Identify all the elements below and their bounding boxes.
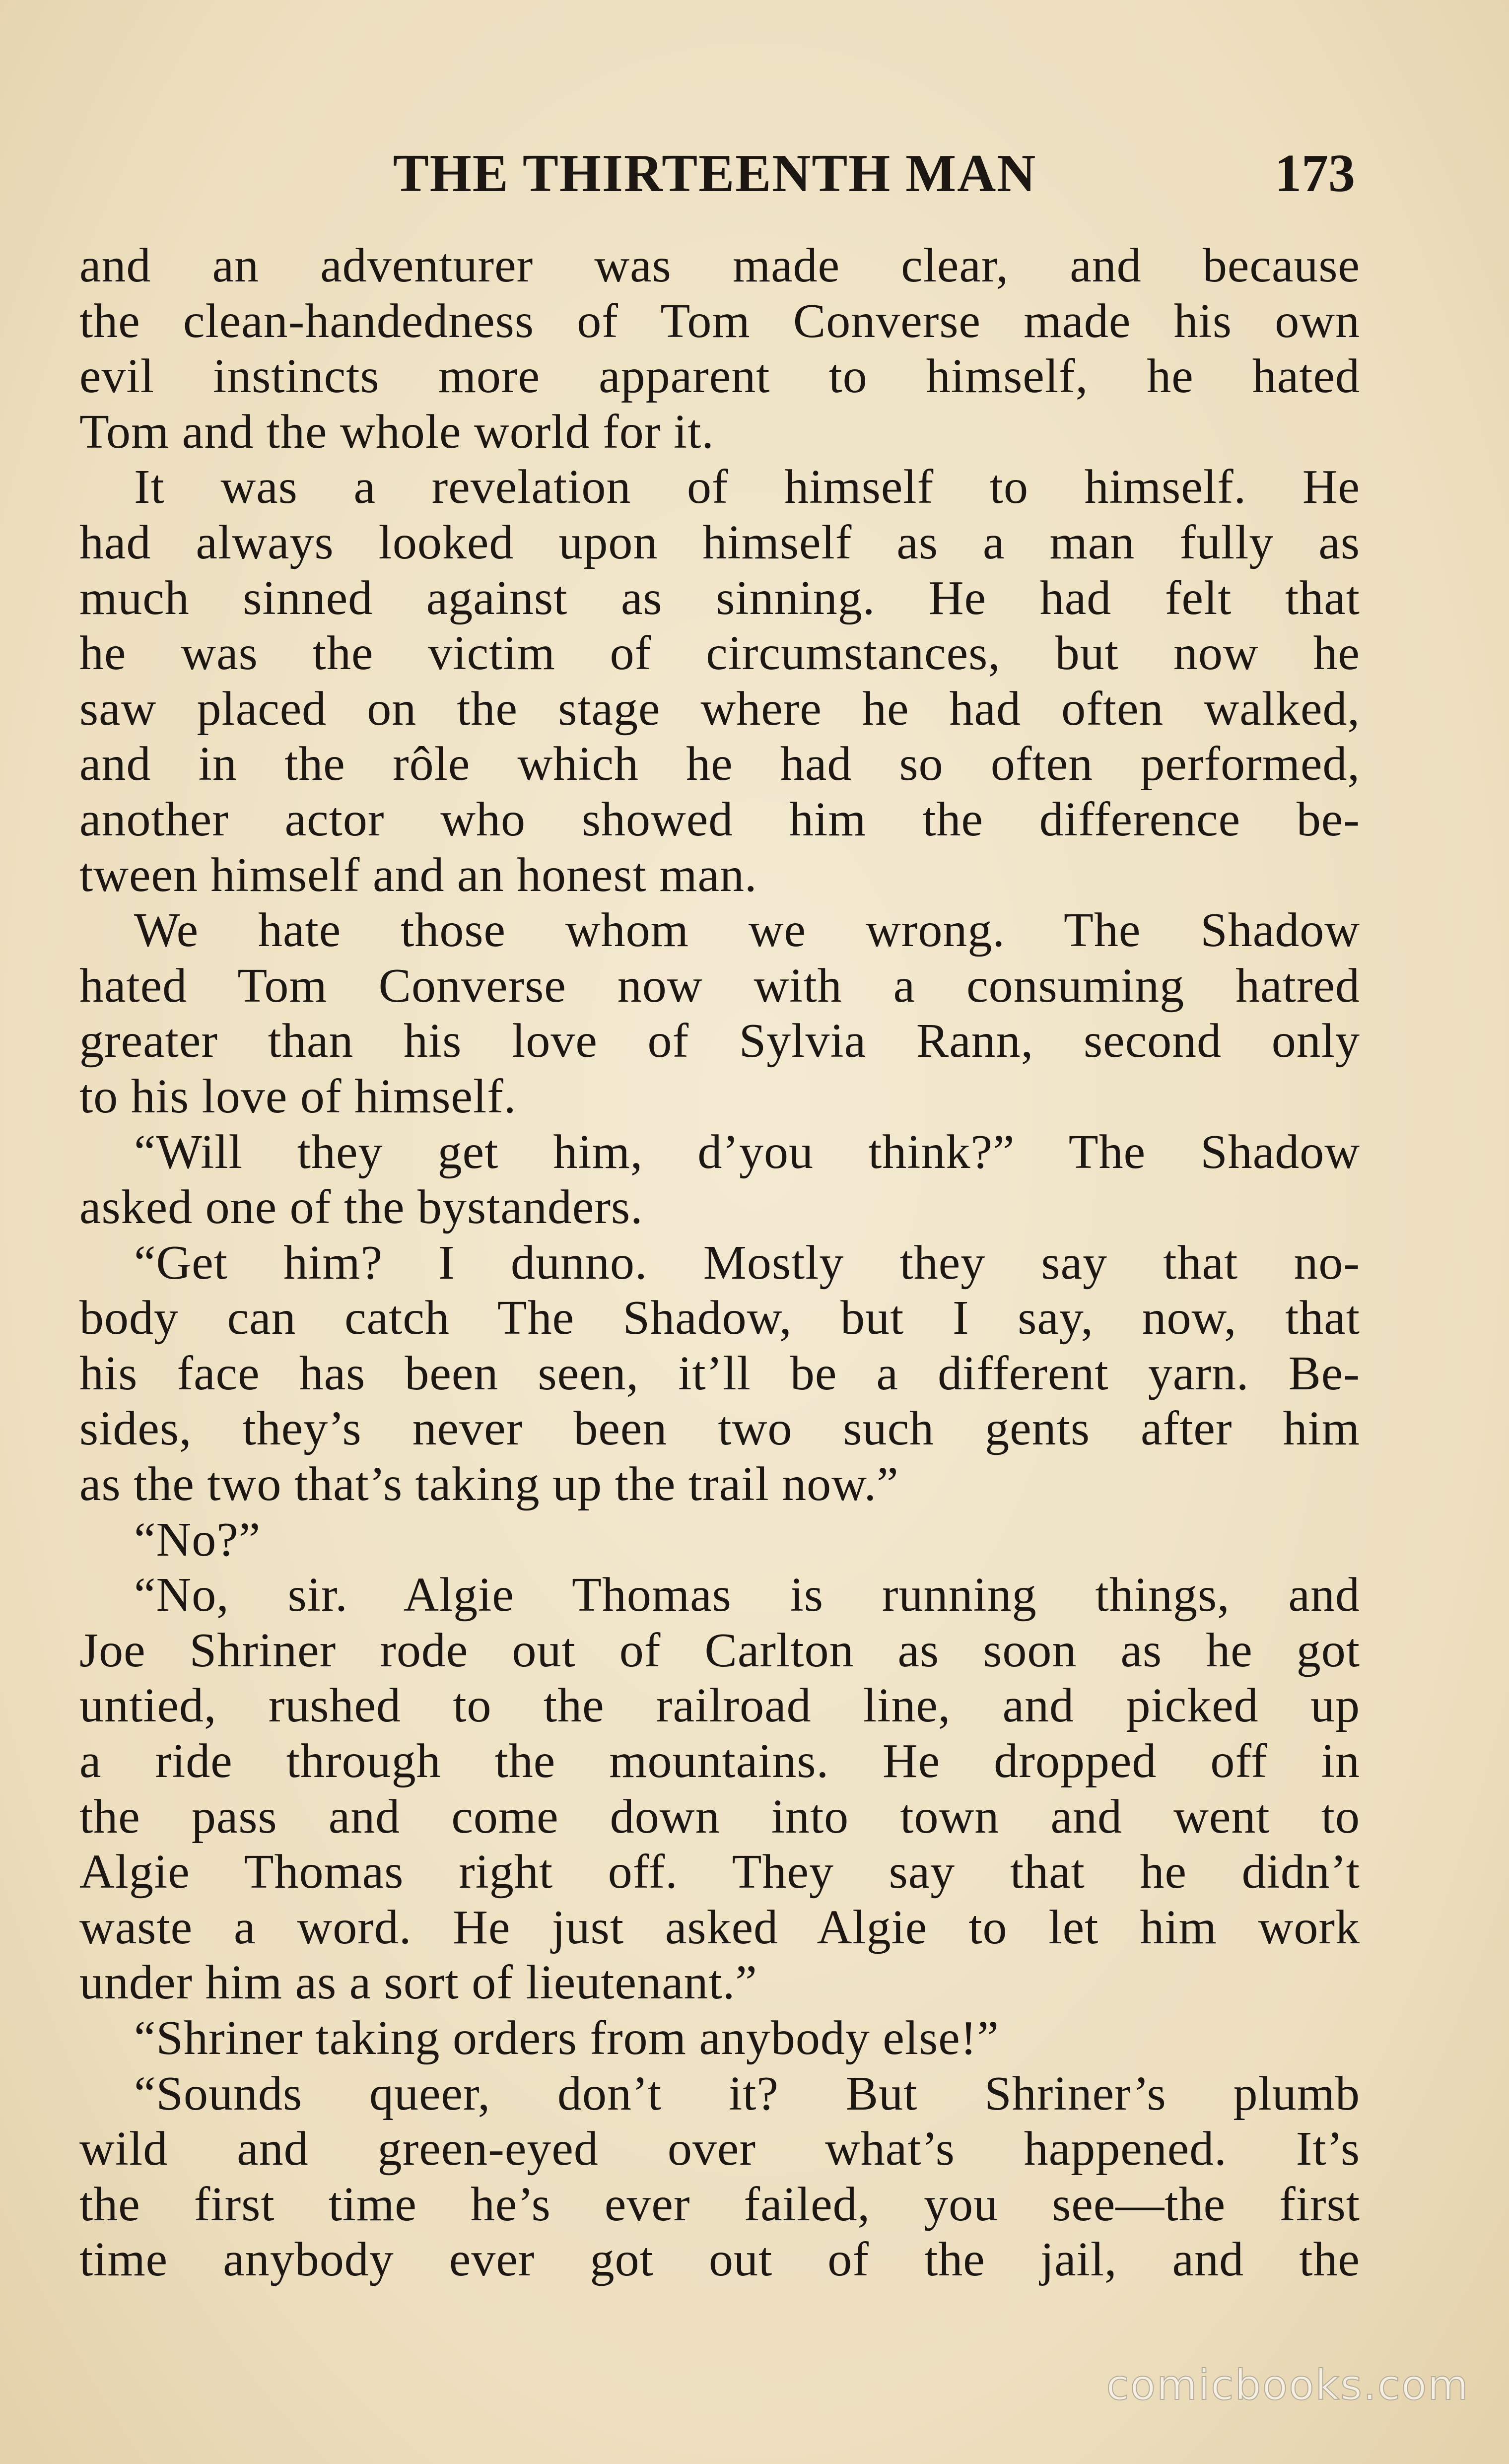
text-line: he was the victim of circumstances, but now he [79, 626, 1360, 681]
text-line: “Get him? I dunno. Mostly they say that no- [134, 1235, 1360, 1290]
text-line: Tom and the whole world for it. [79, 405, 714, 459]
text-line: waste a word. He just asked Algie to let him work [79, 1900, 1360, 1954]
text-line: under him as a sort of lieutenant.” [79, 1956, 757, 2010]
text-line: to his love of himself. [79, 1069, 517, 1123]
text-line: Joe Shriner rode out of Carlton as soon as he got [79, 1623, 1360, 1677]
text-line: much sinned against as sinning. He had felt that [79, 571, 1360, 625]
page-header [74, 139, 1355, 208]
text-line: time anybody ever got out of the jail, and the [79, 2233, 1360, 2287]
text-line: “No?” [134, 1512, 261, 1567]
text-line: evil instincts more apparent to himself, he hated [79, 349, 1360, 404]
body-text [79, 238, 1360, 2288]
text-line: tween himself and an honest man. [79, 848, 757, 902]
text-line: sides, they’s never been two such gents after him [79, 1402, 1360, 1456]
text-line: and in the rôle which he had so often performed, [79, 737, 1360, 791]
text-line: “Will they get him, d’you think?” The Shadow [134, 1125, 1360, 1179]
text-line: a ride through the mountains. He dropped off in [79, 1734, 1360, 1788]
text-line: greater than his love of Sylvia Rann, second only [79, 1014, 1360, 1068]
watermark: comicbooks.com [1106, 2361, 1469, 2409]
text-line: as the two that’s taking up the trail now.” [79, 1457, 899, 1511]
text-line: saw placed on the stage where he had often walked, [79, 682, 1360, 736]
text-line: asked one of the bystanders. [79, 1180, 643, 1234]
text-line: It was a revelation of himself to himself. He [134, 460, 1360, 514]
running-title: THE THIRTEENTH MAN [393, 144, 1037, 203]
text-line: hated Tom Converse now with a consuming hatred [79, 958, 1360, 1013]
text-line: wild and green-eyed over what’s happened. It’s [79, 2122, 1360, 2176]
text-line: the first time he’s ever failed, you see—the first [79, 2177, 1360, 2231]
text-line: We hate those whom we wrong. The Shadow [134, 903, 1360, 958]
text-line: untied, rushed to the railroad line, and picked up [79, 1679, 1360, 1733]
text-line: “No, sir. Algie Thomas is running things, and [134, 1568, 1360, 1622]
text-line: “Sounds queer, don’t it? But Shriner’s plumb [134, 2066, 1360, 2121]
text-line: “Shriner taking orders from anybody else!” [134, 2011, 999, 2065]
text-line: the pass and come down into town and went to [79, 1789, 1360, 1844]
text-line: and an adventurer was made clear, and because [79, 239, 1360, 292]
text-line: body can catch The Shadow, but I say, now, that [79, 1291, 1360, 1345]
page-number: 173 [1275, 144, 1355, 203]
text-line: Algie Thomas right off. They say that he didn’t [79, 1845, 1360, 1899]
text-line: another actor who showed him the difference be- [79, 792, 1360, 846]
text-line: his face has been seen, it’ll be a different yarn. Be- [79, 1346, 1360, 1400]
text-line: the clean-handedness of Tom Converse made his own [79, 294, 1360, 348]
text-line: had always looked upon himself as a man fully as [79, 515, 1360, 569]
